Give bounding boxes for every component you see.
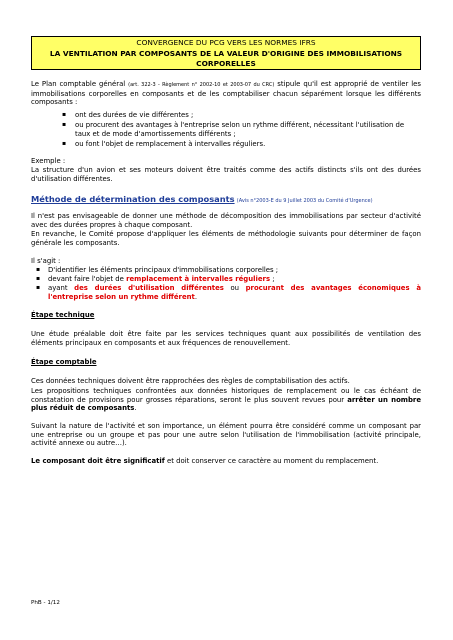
method-note: (Avis n°2003-E du 9 Juillet 2003 du Comité d'Urgence)	[236, 198, 373, 204]
bullet-icon: ▪	[36, 284, 41, 291]
method-paragraph-1: Il n'est pas envisageable de donner une méthode de décomposition des immobilisations par secteur d'activité avec des durées propres à chaque composant.	[31, 212, 421, 229]
example-label: Exemple :	[31, 157, 66, 165]
intro-paragraph: Le Plan comptable général (art. 322-3 - Règlement n° 2002-10 et 2003-07 du CRC) stipule qu'il est approprié de ventiler les immobilisations corporelles en composants et de les comptabiliser chacun séparément lorsque les différents composants :	[31, 80, 421, 107]
title-line-1: CONVERGENCE DU PCG VERS LES NORMES IFRS	[136, 38, 316, 47]
bullet-icon: ▪	[62, 111, 67, 118]
sagit-label: Il s'agit :	[31, 257, 61, 265]
etape-technique-text: Une étude préalable doit être faite par les services techniques quant aux possibilités de ventilation des éléments principaux en composants et aux fréquences de renouvellement.	[31, 330, 421, 347]
method-heading-row	[31, 195, 421, 206]
page-footer: PhB - 1/12	[31, 600, 60, 606]
bullet-icon: ▪	[36, 266, 41, 273]
etape-technique-heading: Étape technique	[31, 311, 95, 319]
method-heading: Méthode de détermination des composants	[31, 194, 235, 204]
etape-comptable-heading: Étape comptable	[31, 358, 97, 366]
bullet-item: ▪ ayant des durées d'utilisation différentes ou procurant des avantages économiques à l'entreprise selon un rythme différent.	[36, 284, 421, 301]
etape-comptable-p1: Ces données techniques doivent être rapprochées des règles de comptabilisation des actifs.	[31, 377, 350, 385]
bullet-item: ▪ ou font l'objet de remplacement à intervalles réguliers.	[62, 140, 266, 148]
bullet-item: ▪ ont des durées de vie différentes ;	[62, 111, 194, 119]
title-line-2: LA VENTILATION PAR COMPOSANTS DE LA VALEUR D'ORIGINE DES IMMOBILISATIONS CORPORELLES	[49, 48, 403, 68]
example-text: La structure d'un avion et ses moteurs doivent être traités comme des actifs distincts s'ils ont des durées d'utilisation différentes.	[31, 166, 421, 183]
bullet-item: ▪ ou procurent des avantages à l'entreprise selon un rythme différent, nécessitant l'utilisation de taux et de mode d'amortissements différents ;	[62, 121, 405, 138]
etape-comptable-p2: Les propositions techniques confrontées aux données historiques de remplacement ou le cas échéant de constatation de provisions pour grosses réparations, seront le plus souvent revues pour arrêter un nombre plus réduit de composants.	[31, 387, 421, 413]
bullet-icon: ▪	[62, 140, 67, 147]
bullet-item: ▪ devant faire l'objet de remplacement à intervalles réguliers ;	[36, 275, 275, 283]
intro-reference: (art. 322-3 - Règlement n° 2002-10 et 2003-07 du CRC)	[128, 82, 275, 88]
etape-comptable-p4: Le composant doit être significatif et doit conserver ce caractère au moment du remplacement.	[31, 457, 379, 465]
bullet-icon: ▪	[62, 121, 67, 128]
bullet-icon: ▪	[36, 275, 41, 282]
bullet-item: ▪ D'identifier les éléments principaux d'immobilisations corporelles ;	[36, 266, 279, 274]
etape-comptable-p3: Suivant la nature de l'activité et son importance, un élément pourra être considéré comme un composant par une entreprise ou un groupe et pas pour une autre selon l'utilisation de l'immobilisation (activité principale, activité annexe ou autre…).	[31, 422, 421, 448]
title-box	[31, 36, 421, 70]
method-paragraph-2: En revanche, le Comité propose d'appliquer les éléments de méthodologie suivants pour déterminer de façon générale les composants.	[31, 230, 421, 247]
